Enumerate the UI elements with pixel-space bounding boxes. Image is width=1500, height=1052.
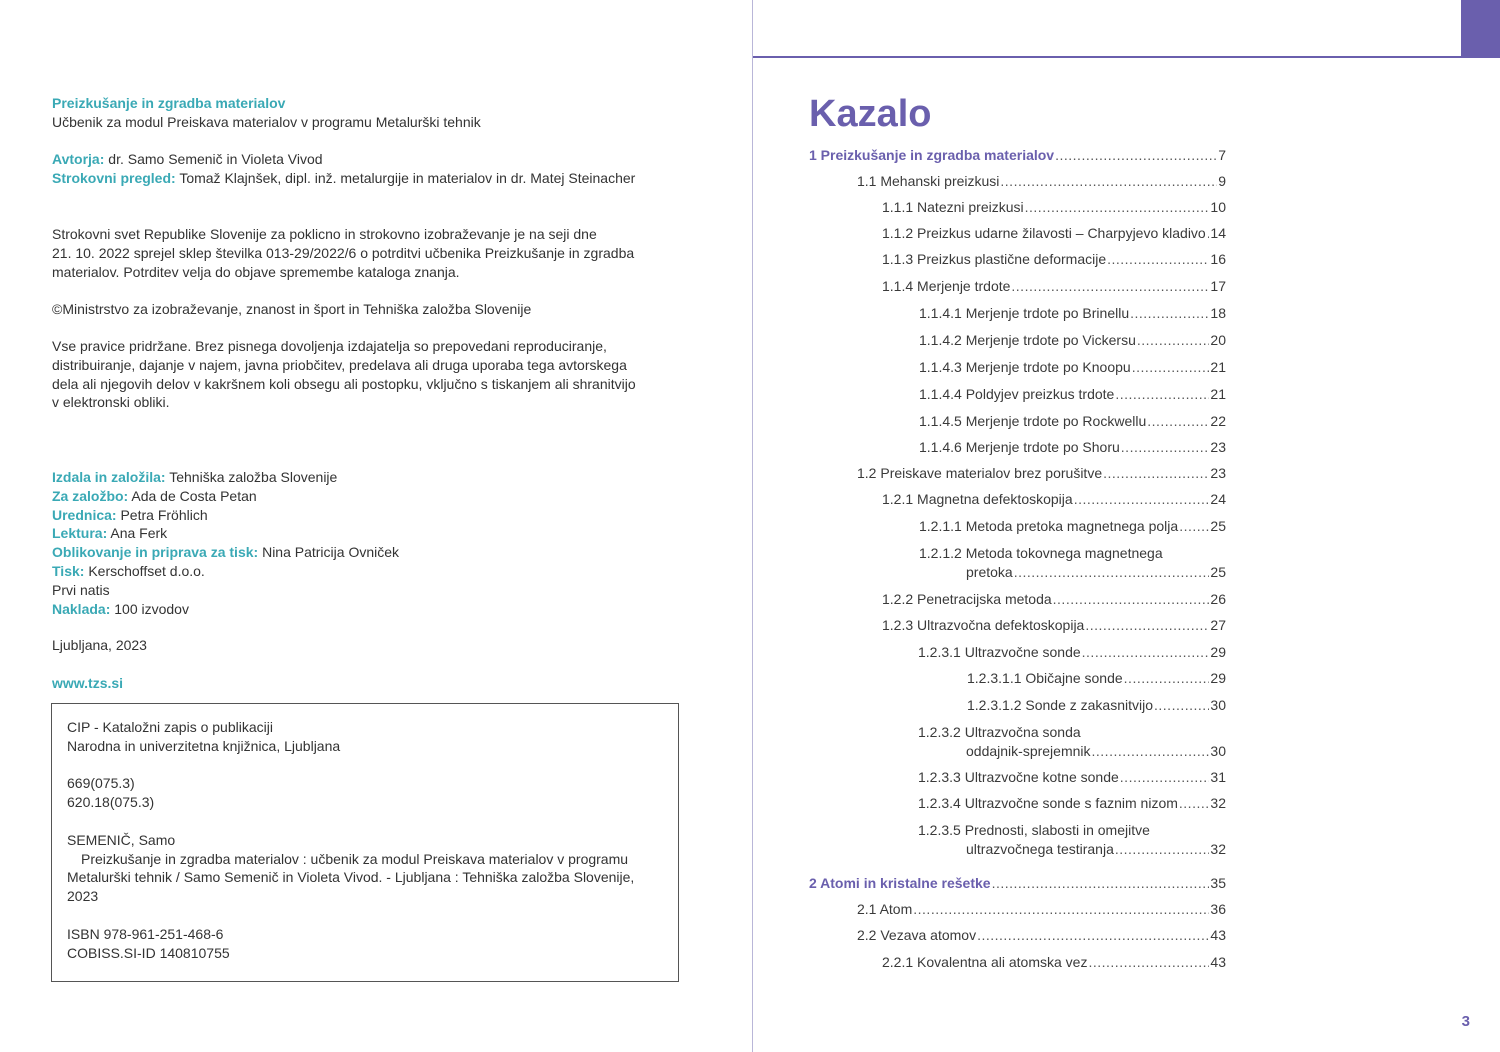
credits-block bbox=[52, 468, 692, 618]
credit-line: Lektura: Ana Ferk bbox=[52, 525, 168, 542]
approval-paragraph: Strokovni svet Republike Slovenije za poklicno in strokovno izobraževanje je na seji dne 21. 10. 2022 sprejel sklep številka 013-29/2022/6 o potrditvi učbenika Preizkušanje in zgradba materialov. Potrditev velja do objave spremembe kataloga znanja. bbox=[52, 226, 635, 280]
toc-entry[interactable]: 1.2.3.1.2 Sonde z zakasnitvijo ..... 30 bbox=[967, 696, 1226, 714]
corner-tab bbox=[1461, 0, 1500, 56]
book-subtitle: Učbenik za modul Preiskava materialov v programu Metalurški tehnik bbox=[52, 113, 481, 130]
toc-entry[interactable]: 1.1.4.1 Merjenje trdote po Brinellu ..... 18 bbox=[919, 304, 1226, 322]
toc-entry[interactable]: 1 Preizkušanje in zgradba materialov ..... 7 bbox=[809, 146, 1226, 164]
place-year: Ljubljana, 2023 bbox=[52, 637, 147, 653]
toc-entry-first-line[interactable]: 1.2.3.2 Ultrazvočna sonda bbox=[918, 724, 1081, 740]
authors-block bbox=[52, 150, 692, 188]
toc-entry[interactable]: 1.1.4 Merjenje trdote ..... 17 bbox=[882, 277, 1226, 295]
rights-paragraph: Vse pravice pridržane. Brez pisnega dovoljenja izdajatelja so prepovedani reproduciranje, distribuiranje, dajanje v najem, javna priobčitev, predelava ali druga uporaba tega avtorskega dela ali njegovih delov v kakršnem koli obsegu ali postopku, vključno s tiskanjem ali shranitvijo v elektronski obliki. bbox=[52, 338, 636, 411]
toc-entry[interactable]: 1.1.4.6 Merjenje trdote po Shoru ..... 23 bbox=[919, 438, 1226, 456]
toc-entry-first-line[interactable]: 1.2.3.5 Prednosti, slabosti in omejitve bbox=[918, 822, 1150, 838]
toc-entry[interactable]: 1.2.1 Magnetna defektoskopija ..... 24 bbox=[882, 490, 1226, 508]
toc-entry[interactable]: 1.1.4.2 Merjenje trdote po Vickersu ..... 20 bbox=[919, 331, 1226, 349]
toc-entry[interactable]: 1.1 Mehanski preizkusi ..... 9 bbox=[857, 172, 1226, 190]
toc-entry[interactable]: 1.1.3 Preizkus plastične deformacije ..... 16 bbox=[882, 250, 1226, 268]
toc-entry[interactable]: 1.2.2 Penetracijska metoda ..... 26 bbox=[882, 590, 1226, 608]
toc-entry[interactable]: 2.2 Vezava atomov ..... 43 bbox=[857, 926, 1226, 944]
toc-entry[interactable]: 2.2.1 Kovalentna ali atomska vez ..... 43 bbox=[882, 953, 1226, 971]
toc-title: Kazalo bbox=[809, 93, 932, 135]
website-link[interactable]: www.tzs.si bbox=[52, 675, 124, 691]
toc-entry[interactable]: pretoka ..... 25 bbox=[966, 563, 1226, 581]
toc-entry-first-line[interactable]: 1.2.1.2 Metoda tokovnega magnetnega bbox=[919, 545, 1163, 561]
toc-entry[interactable]: 1.1.4.5 Merjenje trdote po Rockwellu ..... 22 bbox=[919, 412, 1226, 430]
toc-entry[interactable]: oddajnik-sprejemnik ..... 30 bbox=[966, 742, 1226, 760]
title-block bbox=[52, 94, 692, 132]
authors-line: Avtorja: dr. Samo Semenič in Violeta Vivod bbox=[52, 151, 323, 167]
toc-entry[interactable]: 1.1.4.3 Merjenje trdote po Knoopu ..... 21 bbox=[919, 358, 1226, 376]
toc-entry[interactable]: 1.2 Preiskave materialov brez porušitve ..... 23 bbox=[857, 464, 1226, 482]
review-line: Strokovni pregled: Tomaž Klajnšek, dipl. inž. metalurgije in materialov in dr. Matej Steinacher bbox=[52, 169, 636, 186]
credit-line: Oblikovanje in priprava za tisk: Nina Patricija Ovniček bbox=[52, 544, 400, 561]
page-number: 3 bbox=[1461, 1013, 1470, 1030]
toc-entry[interactable]: 2.1 Atom ..... 36 bbox=[857, 900, 1226, 918]
toc-entry[interactable]: 1.2.3.1 Ultrazvočne sonde ..... 29 bbox=[918, 643, 1226, 661]
toc-entry[interactable]: 1.2.3.1.1 Običajne sonde ..... 29 bbox=[967, 669, 1226, 687]
toc-entry[interactable]: 1.2.3.4 Ultrazvočne sonde s faznim nizom ..... 32 bbox=[918, 794, 1226, 812]
book-title: Preizkušanje in zgradba materialov bbox=[52, 95, 286, 111]
toc-page bbox=[753, 0, 1500, 1052]
toc-entry[interactable]: 2 Atomi in kristalne rešetke ..... 35 bbox=[809, 874, 1226, 892]
copyright-line: ©Ministrstvo za izobraževanje, znanost in šport in Tehniška založba Slovenije bbox=[52, 301, 532, 317]
credit-line: Izdala in založila: Tehniška založba Slovenije bbox=[52, 469, 338, 485]
toc-entry[interactable]: 1.1.2 Preizkus udarne žilavosti – Charpyjevo kladivo ..... 14 bbox=[882, 224, 1226, 242]
credit-line: Urednica: Petra Fröhlich bbox=[52, 506, 208, 523]
toc-entry[interactable]: 1.1.4.4 Poldyjev preizkus trdote ..... 21 bbox=[919, 385, 1226, 403]
edition-line: Prvi natis bbox=[52, 581, 110, 598]
toc-entry[interactable]: 1.1.1 Natezni preizkusi ..... 10 bbox=[882, 198, 1226, 216]
credit-line: Za založbo: Ada de Costa Petan bbox=[52, 487, 257, 504]
website-block bbox=[52, 674, 692, 693]
credit-line: Tisk: Kerschoffset d.o.o. bbox=[52, 562, 205, 579]
toc-entry[interactable]: ultrazvočnega testiranja ..... 32 bbox=[966, 840, 1226, 858]
cip-record-box: CIP - Kataložni zapis o publikaciji Narodna in univerzitetna knjižnica, Ljubljana 669(075.3) 620.18(075.3) SEMENIČ, Samo Preizkušanje in zgradba materialov : učbenik za modul Preiskava materialov v programu Metalurški tehnik / Samo Semenič in Violeta Vivod. - Ljubljana : Tehniška založba Slovenije, 2023 ISBN 978-961-251-468-6 COBISS.SI-ID 140810755 bbox=[51, 703, 679, 982]
print-run-line: Naklada: 100 izvodov bbox=[52, 600, 189, 617]
toc-entry[interactable]: 1.2.3.3 Ultrazvočne kotne sonde ..... 31 bbox=[918, 768, 1226, 786]
toc-entry[interactable]: 1.2.3 Ultrazvočna defektoskopija ..... 27 bbox=[882, 616, 1226, 634]
toc-entry[interactable]: 1.2.1.1 Metoda pretoka magnetnega polja ..... 25 bbox=[919, 517, 1226, 535]
header-rule bbox=[753, 56, 1500, 58]
